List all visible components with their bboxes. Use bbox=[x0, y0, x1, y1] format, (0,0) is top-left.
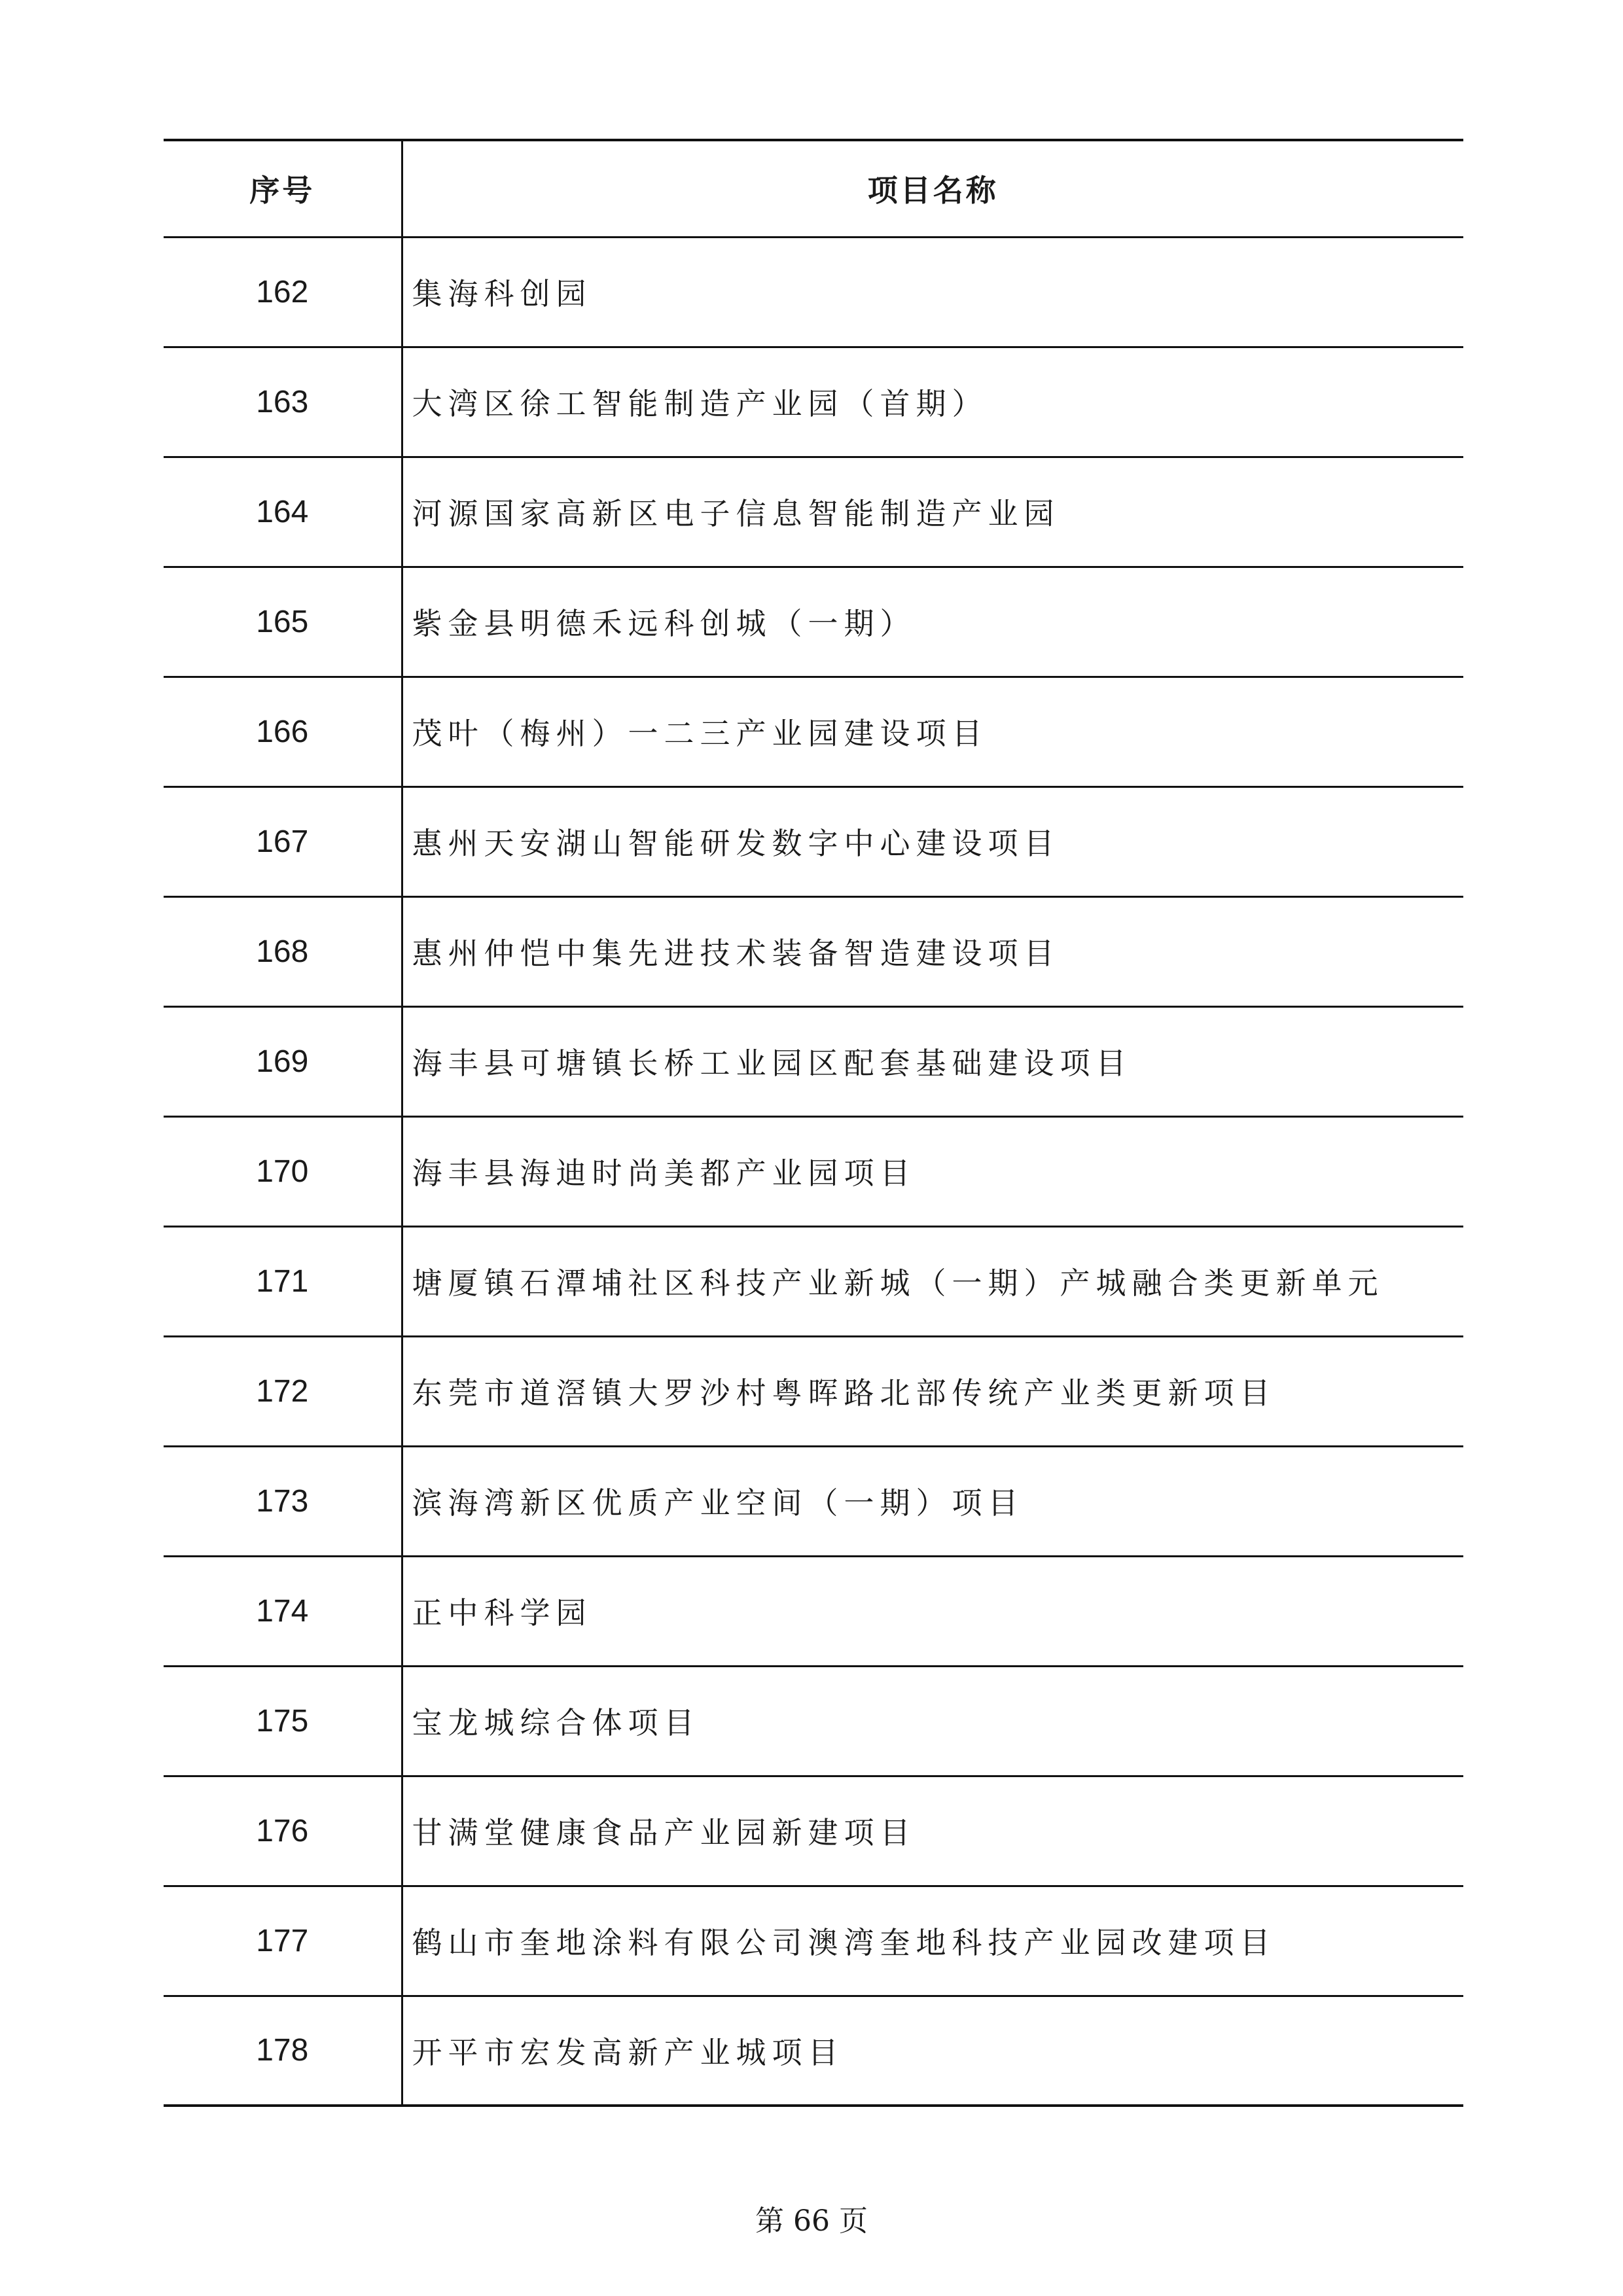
row-serial-number: 162 bbox=[164, 237, 402, 347]
project-table bbox=[164, 139, 1463, 2107]
table-row bbox=[164, 1446, 1463, 1556]
table-header-row bbox=[164, 140, 1463, 237]
table-row bbox=[164, 1996, 1463, 2106]
row-project-name: 宝龙城综合体项目 bbox=[402, 1666, 1463, 1776]
row-project-name: 茂叶（梅州）一二三产业园建设项目 bbox=[402, 677, 1463, 786]
row-project-name: 河源国家高新区电子信息智能制造产业园 bbox=[402, 457, 1463, 567]
row-project-name: 海丰县海迪时尚美都产业园项目 bbox=[402, 1116, 1463, 1226]
row-project-name: 滨海湾新区优质产业空间（一期）项目 bbox=[402, 1446, 1463, 1556]
table-row bbox=[164, 1116, 1463, 1226]
table-row bbox=[164, 1776, 1463, 1886]
row-project-name: 开平市宏发高新产业城项目 bbox=[402, 1996, 1463, 2106]
row-serial-number: 169 bbox=[164, 1006, 402, 1116]
row-serial-number: 175 bbox=[164, 1666, 402, 1776]
row-serial-number: 174 bbox=[164, 1556, 402, 1666]
row-project-name: 大湾区徐工智能制造产业园（首期） bbox=[402, 347, 1463, 457]
row-project-name: 东莞市道滘镇大罗沙村粤晖路北部传统产业类更新项目 bbox=[402, 1336, 1463, 1446]
project-table-container bbox=[164, 139, 1463, 2107]
row-serial-number: 165 bbox=[164, 567, 402, 677]
row-serial-number: 172 bbox=[164, 1336, 402, 1446]
table-row bbox=[164, 1666, 1463, 1776]
table-row bbox=[164, 567, 1463, 677]
row-serial-number: 167 bbox=[164, 786, 402, 896]
row-serial-number: 178 bbox=[164, 1996, 402, 2106]
table-body bbox=[164, 237, 1463, 2106]
table-row bbox=[164, 1556, 1463, 1666]
row-serial-number: 164 bbox=[164, 457, 402, 567]
row-project-name: 海丰县可塘镇长桥工业园区配套基础建设项目 bbox=[402, 1006, 1463, 1116]
table-row bbox=[164, 1006, 1463, 1116]
table-row bbox=[164, 1886, 1463, 1996]
table-row bbox=[164, 1226, 1463, 1336]
table-row bbox=[164, 1336, 1463, 1446]
row-serial-number: 171 bbox=[164, 1226, 402, 1336]
row-project-name: 正中科学园 bbox=[402, 1556, 1463, 1666]
row-serial-number: 173 bbox=[164, 1446, 402, 1556]
row-project-name: 塘厦镇石潭埔社区科技产业新城（一期）产城融合类更新单元 bbox=[402, 1226, 1463, 1336]
row-project-name: 惠州仲恺中集先进技术装备智造建设项目 bbox=[402, 896, 1463, 1006]
row-serial-number: 163 bbox=[164, 347, 402, 457]
table-row bbox=[164, 237, 1463, 347]
table-row bbox=[164, 347, 1463, 457]
page-number: 第 66 页 bbox=[755, 2204, 868, 2238]
row-serial-number: 168 bbox=[164, 896, 402, 1006]
row-project-name: 集海科创园 bbox=[402, 237, 1463, 347]
header-project-name: 项目名称 bbox=[402, 140, 1463, 237]
row-project-name: 鹤山市奎地涂料有限公司澳湾奎地科技产业园改建项目 bbox=[402, 1886, 1463, 1996]
table-row bbox=[164, 677, 1463, 786]
table-row bbox=[164, 786, 1463, 896]
row-project-name: 惠州天安湖山智能研发数字中心建设项目 bbox=[402, 786, 1463, 896]
row-serial-number: 166 bbox=[164, 677, 402, 786]
row-serial-number: 177 bbox=[164, 1886, 402, 1996]
row-project-name: 甘满堂健康食品产业园新建项目 bbox=[402, 1776, 1463, 1886]
row-project-name: 紫金县明德禾远科创城（一期） bbox=[402, 567, 1463, 677]
row-serial-number: 176 bbox=[164, 1776, 402, 1886]
table-row bbox=[164, 457, 1463, 567]
header-serial-number: 序号 bbox=[164, 140, 402, 237]
row-serial-number: 170 bbox=[164, 1116, 402, 1226]
table-row bbox=[164, 896, 1463, 1006]
